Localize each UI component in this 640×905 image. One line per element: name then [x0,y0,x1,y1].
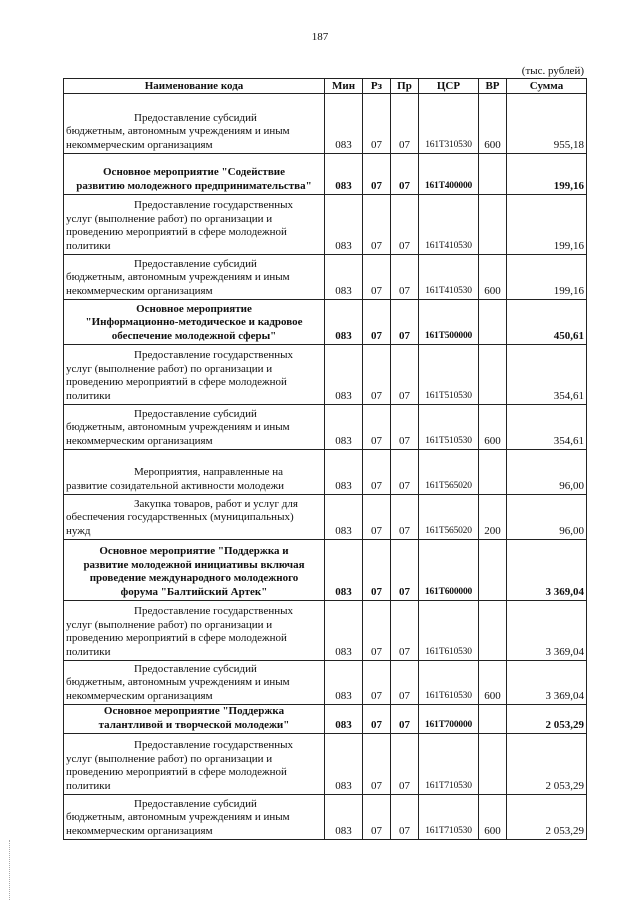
units-label: (тыс. рублей) [521,65,584,77]
table-row [64,450,587,495]
cell-sum: 199,16 [507,255,587,300]
cell-vr [479,540,507,601]
cell-name-line: бюджетным, автономным учреждениям и иным [66,125,290,137]
cell-pr: 07 [391,705,419,734]
cell-pr: 07 [391,795,419,840]
cell-name-line: бюджетным, автономным учреждениям и иным [66,811,290,823]
cell-name-line: Предоставление субсидий [134,662,257,675]
cell-min: 083 [325,450,363,495]
cell-pr: 07 [391,495,419,540]
cell-name-line: услуг (выполнение работ) по организации и [66,618,273,631]
cell-min: 083 [325,405,363,450]
table-row [64,345,587,405]
cell-name-line: некоммерческим организациям [66,689,213,702]
cell-name-line: Предоставление государственных [134,199,293,211]
cell-name-line: Мероприятия, направленные на [134,466,283,478]
column-header-name: Наименование кода [64,79,325,94]
table-row [64,705,587,734]
cell-csr: 161Т610530 [419,601,479,661]
cell-rz: 07 [363,345,391,405]
cell-name-line: "Информационно-методическое и кадровое [85,316,303,328]
cell-name [64,405,325,450]
cell-csr: 161Т410530 [419,195,479,255]
cell-sum: 2 053,29 [507,734,587,795]
cell-name-line: Предоставление субсидий [134,257,257,270]
cell-name [64,495,325,540]
cell-pr: 07 [391,300,419,345]
column-header-csr: ЦСР [419,79,479,94]
margin-dots [9,840,12,900]
cell-vr: 200 [479,495,507,540]
cell-min: 083 [325,705,363,734]
cell-name [64,540,325,601]
cell-min: 083 [325,195,363,255]
cell-vr [479,705,507,734]
cell-pr: 07 [391,195,419,255]
budget-table [63,78,587,840]
cell-name-line: проведению мероприятий в сфере молодежной [66,226,287,238]
cell-vr: 600 [479,94,507,154]
cell-csr: 161Т610530 [419,661,479,705]
cell-rz: 07 [363,601,391,661]
cell-vr: 600 [479,661,507,705]
cell-pr: 07 [391,450,419,495]
table-body [64,94,587,840]
cell-rz: 07 [363,405,391,450]
cell-vr [479,300,507,345]
table-row [64,255,587,300]
cell-rz: 07 [363,661,391,705]
cell-rz: 07 [363,154,391,195]
cell-name-line: услуг (выполнение работ) по организации и [66,752,273,765]
cell-name-line: развитию молодежного предпринимательства" [76,179,312,192]
cell-sum: 354,61 [507,405,587,450]
cell-name [64,300,325,345]
cell-name-line: политики [66,239,111,252]
cell-vr [479,601,507,661]
cell-name-line: Закупка товаров, работ и услуг для [134,497,298,510]
cell-rz: 07 [363,734,391,795]
cell-rz: 07 [363,540,391,601]
column-header-sum: Сумма [507,79,587,94]
cell-csr: 161Т510530 [419,405,479,450]
cell-sum: 354,61 [507,345,587,405]
table-row [64,94,587,154]
cell-name-line: некоммерческим организациям [66,138,213,151]
cell-min: 083 [325,540,363,601]
cell-name-line: проведению мероприятий в сфере молодежной [66,766,287,778]
cell-name-line: Основное мероприятие "Поддержка [103,705,285,717]
cell-rz: 07 [363,300,391,345]
cell-name-line: проведению мероприятий в сфере молодежной [66,632,287,644]
table-row [64,495,587,540]
cell-csr: 161Т710530 [419,734,479,795]
cell-min: 083 [325,154,363,195]
cell-pr: 07 [391,405,419,450]
cell-name-line: Основное мероприятие [136,302,252,315]
cell-csr: 161Т710530 [419,795,479,840]
cell-name-line: Предоставление государственных [134,739,293,751]
table-row [64,195,587,255]
column-header-min: Мин [325,79,363,94]
cell-name-line: форума "Балтийский Артек" [120,585,268,598]
cell-min: 083 [325,795,363,840]
cell-min: 083 [325,601,363,661]
cell-min: 083 [325,734,363,795]
cell-rz: 07 [363,705,391,734]
cell-name-line: нужд [66,524,91,537]
cell-pr: 07 [391,734,419,795]
cell-csr: 161Т510530 [419,345,479,405]
cell-vr [479,450,507,495]
cell-vr [479,154,507,195]
cell-name [64,345,325,405]
cell-name-line: некоммерческим организациям [66,284,213,297]
table-row [64,734,587,795]
cell-name-line: Основное мероприятие "Содействие [103,166,285,178]
cell-pr: 07 [391,255,419,300]
cell-sum: 3 369,04 [507,540,587,601]
cell-csr: 161Т500000 [419,300,479,345]
cell-name-line: услуг (выполнение работ) по организации и [66,212,273,225]
cell-sum: 2 053,29 [507,795,587,840]
table-row [64,540,587,601]
cell-name [64,94,325,154]
column-header-vr: ВР [479,79,507,94]
table-row [64,661,587,705]
cell-name-line: бюджетным, автономным учреждениям и иным [66,421,290,433]
cell-name-line: бюджетным, автономным учреждениям и иным [66,676,290,688]
cell-name [64,195,325,255]
cell-name-line: Предоставление государственных [134,349,293,361]
cell-name [64,734,325,795]
cell-sum: 199,16 [507,154,587,195]
cell-rz: 07 [363,450,391,495]
cell-name [64,705,325,734]
cell-sum: 450,61 [507,300,587,345]
table-row [64,405,587,450]
cell-name-line: проведение международного молодежного [89,572,299,584]
cell-name-line: развитие молодежной инициативы включая [83,558,305,571]
cell-name-line: Предоставление субсидий [134,797,257,810]
cell-rz: 07 [363,195,391,255]
cell-pr: 07 [391,345,419,405]
table-row [64,300,587,345]
cell-name-line: некоммерческим организациям [66,434,213,447]
cell-min: 083 [325,661,363,705]
cell-sum: 96,00 [507,495,587,540]
cell-name-line: Предоставление субсидий [134,407,257,420]
cell-vr [479,195,507,255]
cell-name-line: бюджетным, автономным учреждениям и иным [66,271,290,283]
column-header-pr: Пр [391,79,419,94]
cell-pr: 07 [391,540,419,601]
cell-name-line: некоммерческим организациям [66,824,213,837]
cell-name-line: Основное мероприятие "Поддержка и [99,545,289,557]
cell-name [64,255,325,300]
cell-min: 083 [325,255,363,300]
cell-name-line: проведению мероприятий в сфере молодежной [66,376,287,388]
cell-name [64,661,325,705]
cell-csr: 161Т565020 [419,450,479,495]
cell-pr: 07 [391,94,419,154]
table-row [64,154,587,195]
cell-csr: 161Т600000 [419,540,479,601]
cell-pr: 07 [391,154,419,195]
cell-sum: 955,18 [507,94,587,154]
cell-rz: 07 [363,795,391,840]
cell-name [64,601,325,661]
table-row [64,601,587,661]
cell-sum: 199,16 [507,195,587,255]
page-number: 187 [311,31,329,43]
cell-sum: 3 369,04 [507,601,587,661]
cell-csr: 161Т410530 [419,255,479,300]
column-header-rz: Рз [363,79,391,94]
cell-name-line: Предоставление государственных [134,605,293,617]
table-header-row [64,79,587,94]
cell-sum: 3 369,04 [507,661,587,705]
cell-name [64,450,325,495]
cell-csr: 161Т565020 [419,495,479,540]
cell-min: 083 [325,495,363,540]
cell-name [64,795,325,840]
cell-name [64,154,325,195]
cell-min: 083 [325,94,363,154]
cell-vr [479,734,507,795]
cell-vr: 600 [479,255,507,300]
cell-name-line: обеспечение молодежной сферы" [111,329,277,342]
cell-vr [479,345,507,405]
cell-pr: 07 [391,601,419,661]
cell-sum: 96,00 [507,450,587,495]
cell-rz: 07 [363,255,391,300]
cell-name-line: талантливой и творческой молодежи" [98,718,290,731]
table-row [64,795,587,840]
cell-name-line: развитие созидательной активности молодежи [66,479,285,492]
cell-min: 083 [325,300,363,345]
cell-pr: 07 [391,661,419,705]
cell-name-line: обеспечения государственных (муниципальных) [66,511,294,523]
cell-rz: 07 [363,495,391,540]
cell-csr: 161Т700000 [419,705,479,734]
cell-name-line: услуг (выполнение работ) по организации и [66,362,273,375]
cell-name-line: политики [66,779,111,792]
cell-name-line: политики [66,645,111,658]
cell-vr: 600 [479,405,507,450]
cell-vr: 600 [479,795,507,840]
cell-rz: 07 [363,94,391,154]
cell-min: 083 [325,345,363,405]
cell-name-line: политики [66,389,111,402]
cell-sum: 2 053,29 [507,705,587,734]
cell-name-line: Предоставление субсидий [134,111,257,124]
cell-csr: 161Т310530 [419,94,479,154]
cell-csr: 161Т400000 [419,154,479,195]
